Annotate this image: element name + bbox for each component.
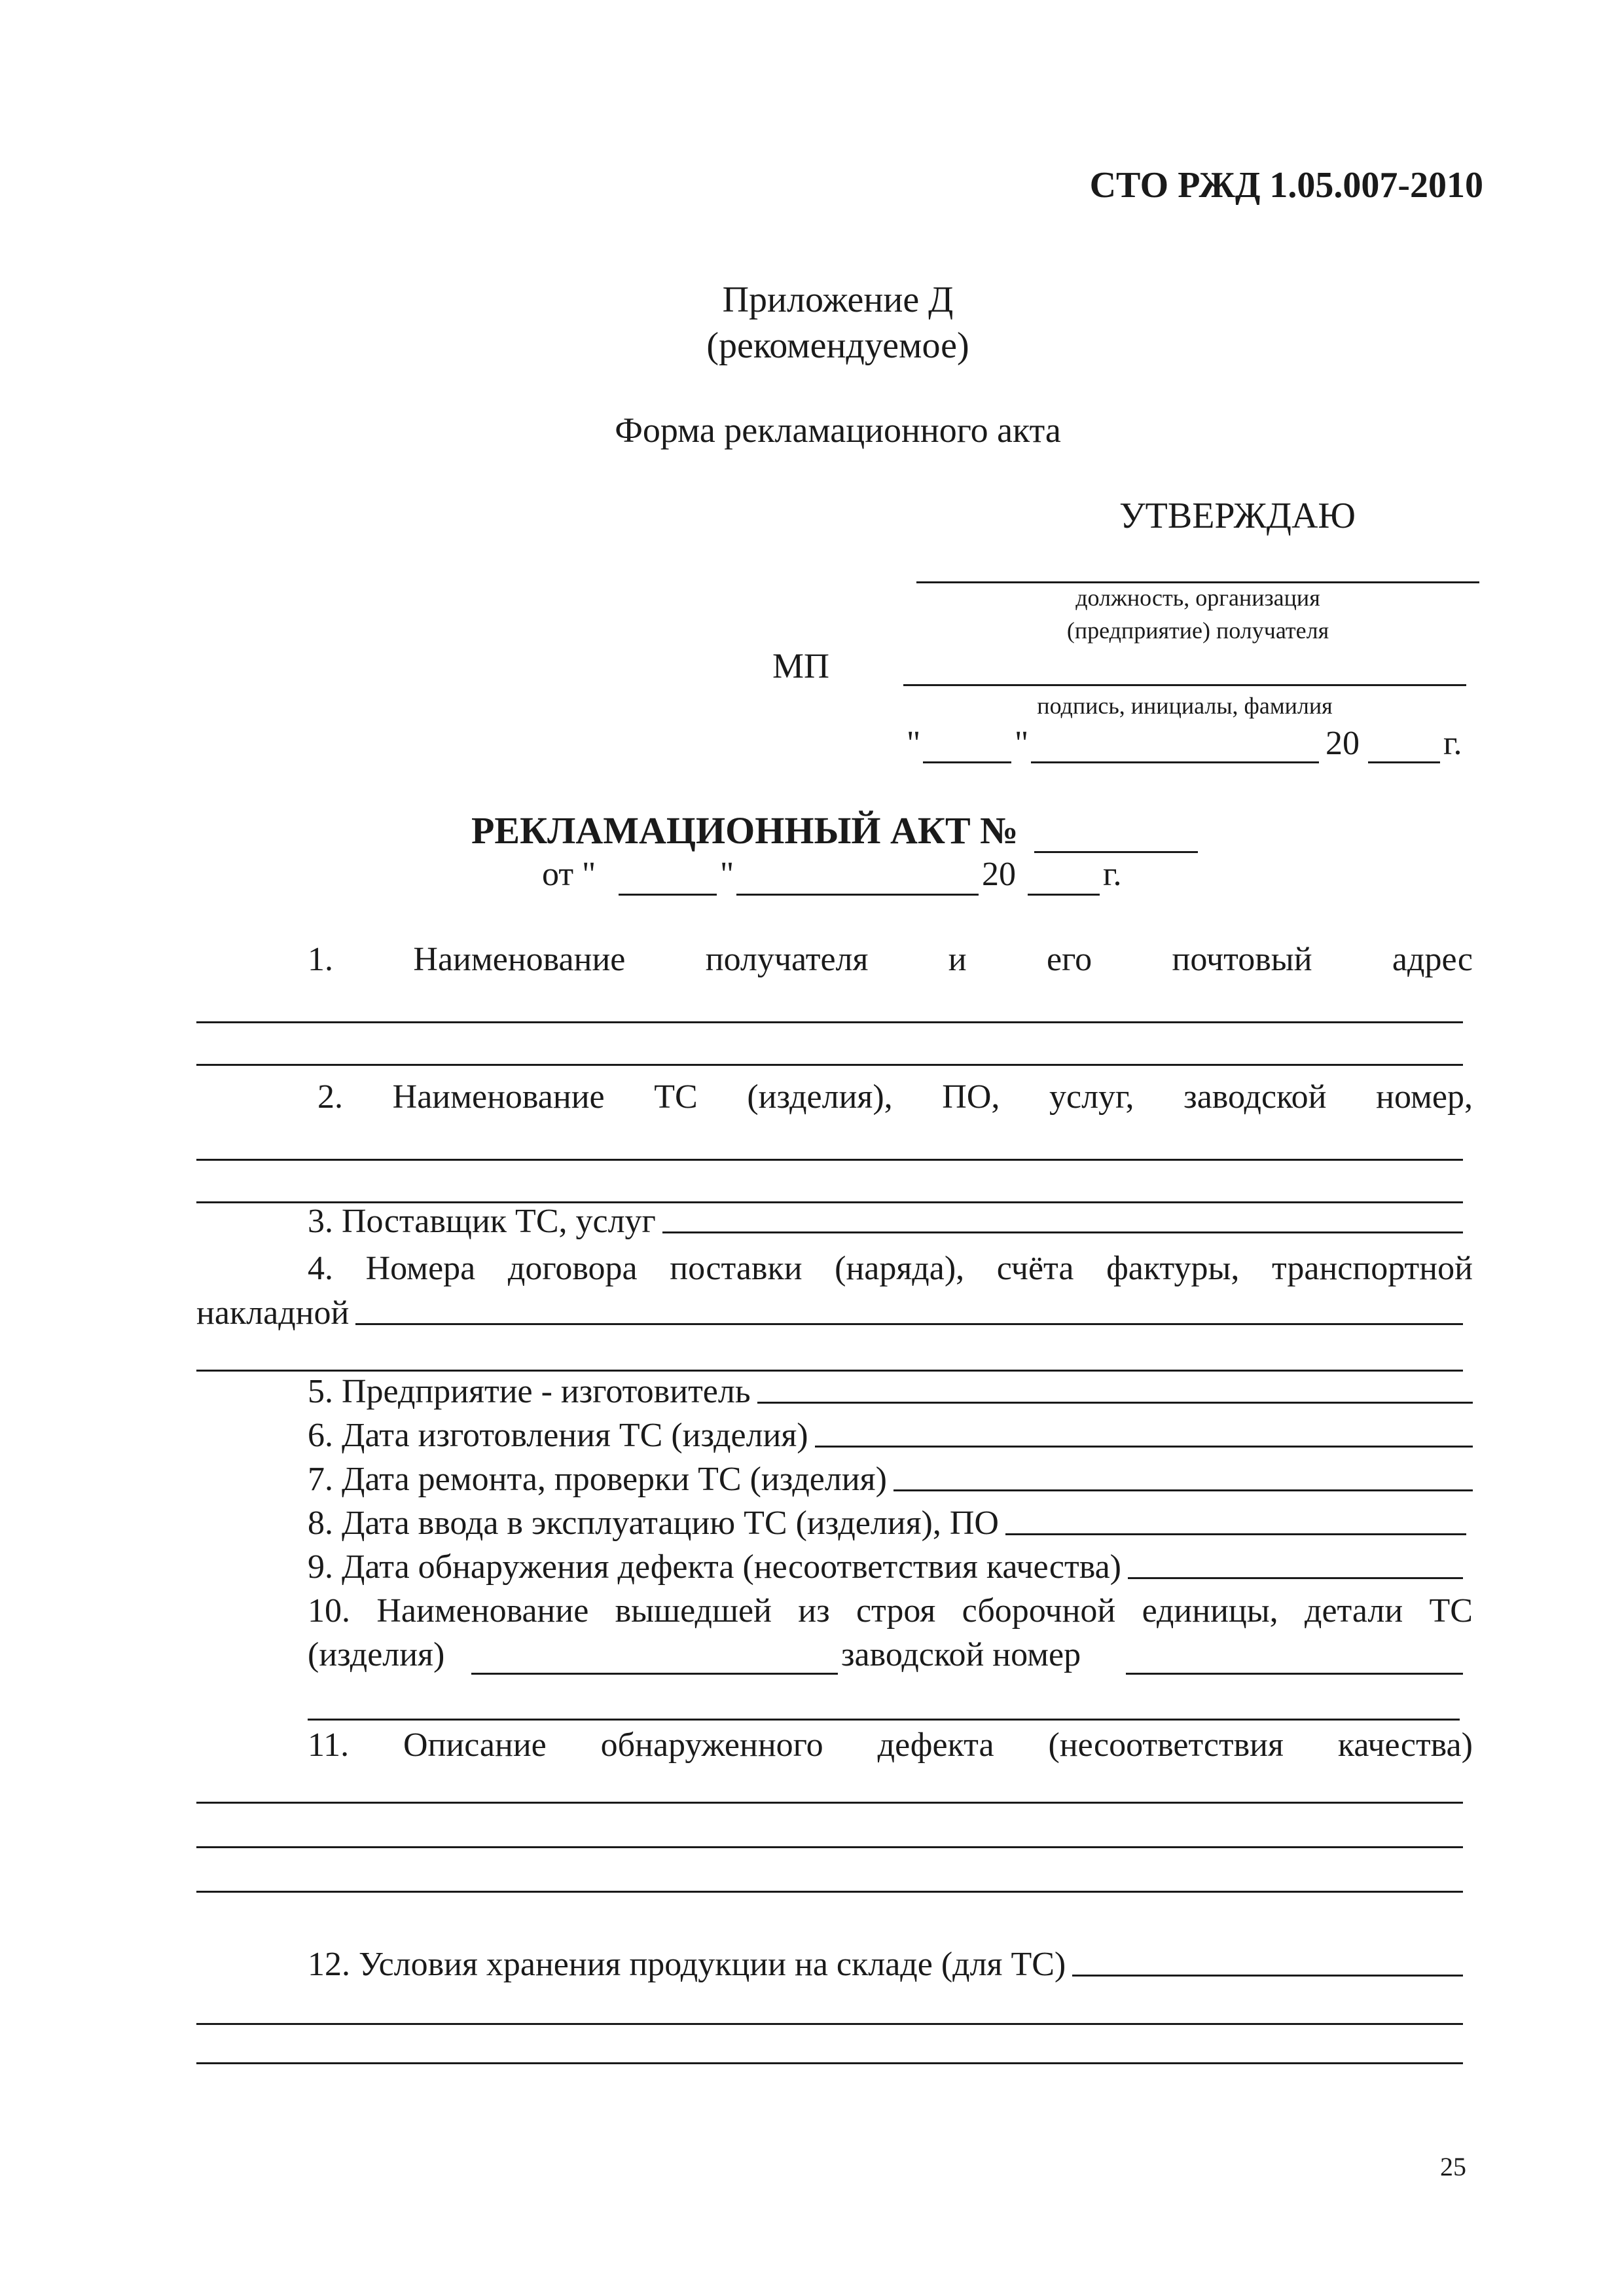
- page-number: 25: [1440, 2152, 1466, 2181]
- item-2-text: 2. Наименование ТС (изделия), ПО, услуг, заводской номер,: [317, 1078, 1473, 1116]
- item-11-line-3: [196, 1891, 1463, 1893]
- act-date-year-line: [1028, 894, 1100, 896]
- item-11-text: 11. Описание обнаруженного дефекта (несоответствия качества): [308, 1726, 1473, 1764]
- item-4-fill: [355, 1323, 1463, 1325]
- appendix-title: Приложение Д: [722, 280, 954, 320]
- item-6-row: [308, 1419, 1473, 1453]
- item-11-line-2: [196, 1846, 1463, 1848]
- item-7-fill: [893, 1489, 1473, 1491]
- item-12-label: 12. Условия хранения продукции на складе (для ТС): [308, 1946, 1066, 1983]
- item-2-line-1: [196, 1159, 1463, 1161]
- approval-date-quote-close: ": [1015, 725, 1029, 762]
- signature-caption: подпись, инициалы, фамилия: [1037, 693, 1333, 719]
- item-6-fill: [815, 1446, 1473, 1448]
- item-3-fill: [662, 1231, 1463, 1233]
- item-8-row: [308, 1506, 1466, 1540]
- act-number-line: [1034, 851, 1198, 853]
- item-4-line-2: [196, 1370, 1463, 1372]
- position-line: [916, 581, 1479, 583]
- stamp-label: МП: [772, 646, 830, 685]
- act-date-year: 20: [982, 856, 1016, 893]
- item-12-line-1: [196, 2023, 1463, 2025]
- act-title: РЕКЛАМАЦИОННЫЙ АКТ №: [471, 809, 1019, 852]
- item-10-sub-line: [471, 1673, 838, 1675]
- item-10-line-2: [308, 1719, 1460, 1721]
- item-11-line-1: [196, 1802, 1463, 1804]
- item-3-row: [308, 1205, 1463, 1239]
- act-date-quote-close: ": [720, 856, 734, 893]
- item-7-row: [308, 1463, 1473, 1497]
- form-title: Форма рекламационного акта: [615, 410, 1061, 450]
- approval-date-day-line: [923, 761, 1011, 763]
- act-date-day-line: [619, 894, 717, 896]
- item-8-fill: [1005, 1533, 1466, 1535]
- position-caption-1: должность, организация: [1075, 585, 1320, 611]
- signature-line: [903, 684, 1466, 686]
- approval-date-year-line: [1368, 761, 1440, 763]
- item-4-row: [196, 1296, 1463, 1330]
- item-9-row: [308, 1550, 1463, 1584]
- approve-label: УТВЕРЖДАЮ: [1119, 496, 1356, 536]
- item-7-label: 7. Дата ремонта, проверки ТС (изделия): [308, 1461, 887, 1498]
- item-5-fill: [757, 1402, 1473, 1404]
- approval-date-quote-open: ": [907, 725, 921, 762]
- item-1-text: 1. Наименование получателя и его почтовый адрес: [308, 941, 1473, 978]
- approval-date-suffix: г.: [1443, 725, 1462, 762]
- item-12-fill: [1072, 1975, 1463, 1977]
- item-10-text: 10. Наименование вышедшей из строя сборочной единицы, детали ТС: [308, 1592, 1473, 1630]
- item-12-row: [308, 1948, 1463, 1982]
- item-10-sub-label: (изделия): [308, 1636, 445, 1673]
- item-10-serial-label: заводской номер: [841, 1636, 1081, 1673]
- approval-date-year: 20: [1326, 725, 1360, 762]
- act-date-prefix: от ": [542, 856, 596, 893]
- item-6-label: 6. Дата изготовления ТС (изделия): [308, 1417, 808, 1454]
- item-10-serial-line: [1126, 1673, 1463, 1675]
- position-caption-2: (предприятие) получателя: [1066, 617, 1329, 644]
- item-3-label: 3. Поставщик ТС, услуг: [308, 1203, 656, 1240]
- item-5-row: [308, 1375, 1473, 1409]
- item-12-line-2: [196, 2062, 1463, 2064]
- act-date-month-line: [736, 894, 979, 896]
- item-4-text: 4. Номера договора поставки (наряда), счёта фактуры, транспортной: [308, 1250, 1473, 1287]
- appendix-note: (рекомендуемое): [706, 325, 969, 366]
- item-9-label: 9. Дата обнаружения дефекта (несоответствия качества): [308, 1548, 1121, 1586]
- act-date-suffix: г.: [1103, 856, 1122, 893]
- item-9-fill: [1128, 1577, 1463, 1579]
- item-4-label: накладной: [196, 1294, 350, 1332]
- item-1-line-2: [196, 1064, 1463, 1066]
- item-1-line-1: [196, 1021, 1463, 1023]
- approval-date-month-line: [1031, 761, 1319, 763]
- item-5-label: 5. Предприятие - изготовитель: [308, 1373, 751, 1410]
- standard-code: СТО РЖД 1.05.007-2010: [1089, 165, 1483, 206]
- item-8-label: 8. Дата ввода в эксплуатацию ТС (изделия), ПО: [308, 1504, 999, 1542]
